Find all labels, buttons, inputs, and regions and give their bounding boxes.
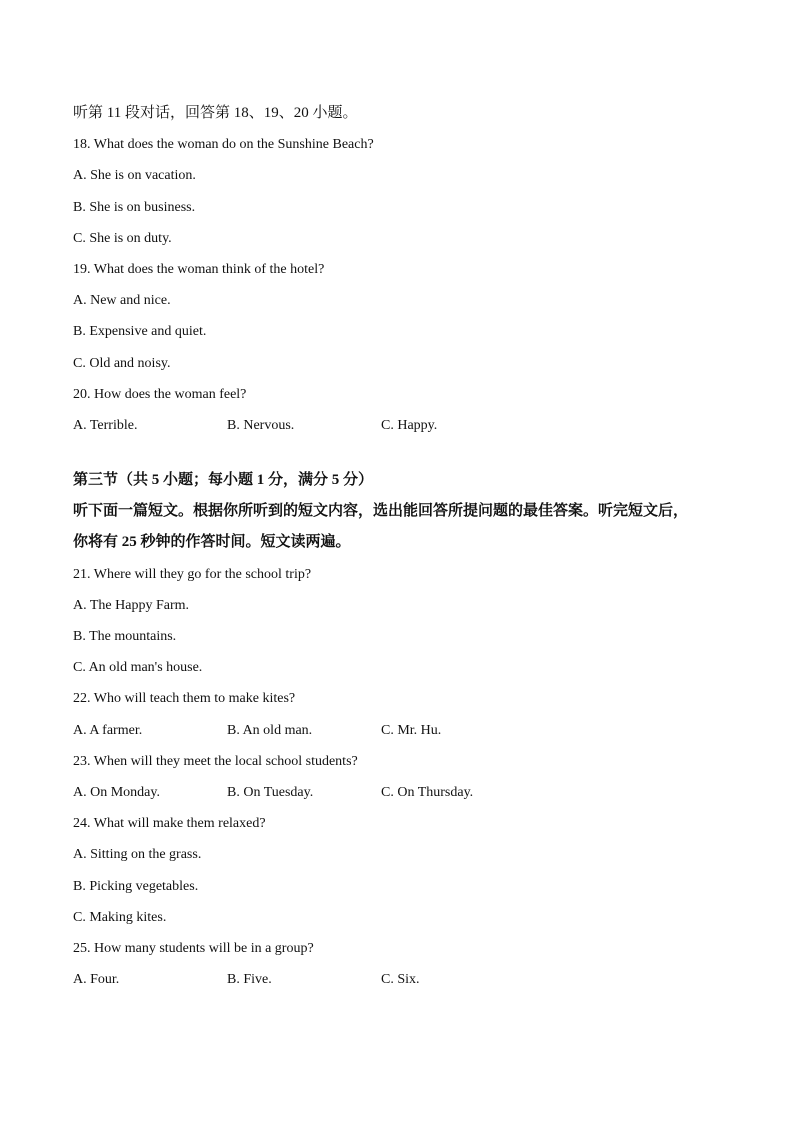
question-19-option-c: C. Old and noisy. [73,355,171,371]
question-24-stem: 24. What will make them relaxed? [73,816,266,832]
question-19-stem: 19. What does the woman think of the hotel? [73,261,325,277]
question-22-option-a: A. A farmer. [73,722,143,738]
question-19-option-a: A. New and nice. [73,293,171,309]
section-title: 第三节（共 5 小题；每小题 1 分，满分 5 分） [73,472,374,489]
question-21-option-a: A. The Happy Farm. [73,597,189,613]
section-gap [73,441,733,465]
question-20-option-c: C. Happy. [381,417,438,433]
question-25-option-a: A. Four. [73,972,120,988]
question-20-option-b: B. Nervous. [227,417,295,433]
question-25-stem: 25. How many students will be in a group? [73,940,314,956]
question-24-option-c: C. Making kites. [73,909,167,925]
question-20-option-a: A. Terrible. [73,417,138,433]
question-23-stem: 23. When will they meet the local school students? [73,753,358,769]
question-20-options [73,410,733,441]
question-22-stem: 22. Who will teach them to make kites? [73,691,296,707]
question-18-stem: 18. What does the woman do on the Sunshine Beach? [73,137,374,153]
section-instruction-line-1: 听下面一篇短文。根据你所听到的短文内容，选出能回答所提问题的最佳答案。听完短文后， [73,503,689,520]
section-instruction-line-2: 你将有 25 秒钟的作答时间。短文读两遍。 [73,534,351,551]
question-23-option-a: A. On Monday. [73,784,160,800]
page-content [73,98,733,995]
question-18-option-a: A. She is on vacation. [73,168,196,184]
question-23-option-b: B. On Tuesday. [227,784,314,800]
question-22-option-c: C. Mr. Hu. [381,722,442,738]
question-21-stem: 21. Where will they go for the school trip? [73,566,312,582]
question-18-option-b: B. She is on business. [73,199,196,215]
question-23-options [73,777,733,808]
question-19-option-b: B. Expensive and quiet. [73,324,207,340]
question-22-option-b: B. An old man. [227,722,313,738]
question-25-option-b: B. Five. [227,972,272,988]
question-24-option-b: B. Picking vegetables. [73,878,199,894]
question-21-option-b: B. The mountains. [73,629,177,644]
question-22-options [73,715,733,746]
question-23-option-c: C. On Thursday. [381,784,474,800]
question-21-option-c: C. An old man's house. [73,660,203,676]
question-24-option-a: A. Sitting on the grass. [73,847,202,863]
question-25-options [73,964,733,995]
question-20-stem: 20. How does the woman feel? [73,386,247,402]
question-25-option-c: C. Six. [381,972,420,988]
question-18-option-c: C. She is on duty. [73,230,172,246]
section-intro: 听第 11 段对话，回答第 18、19、20 小题。 [73,105,358,121]
